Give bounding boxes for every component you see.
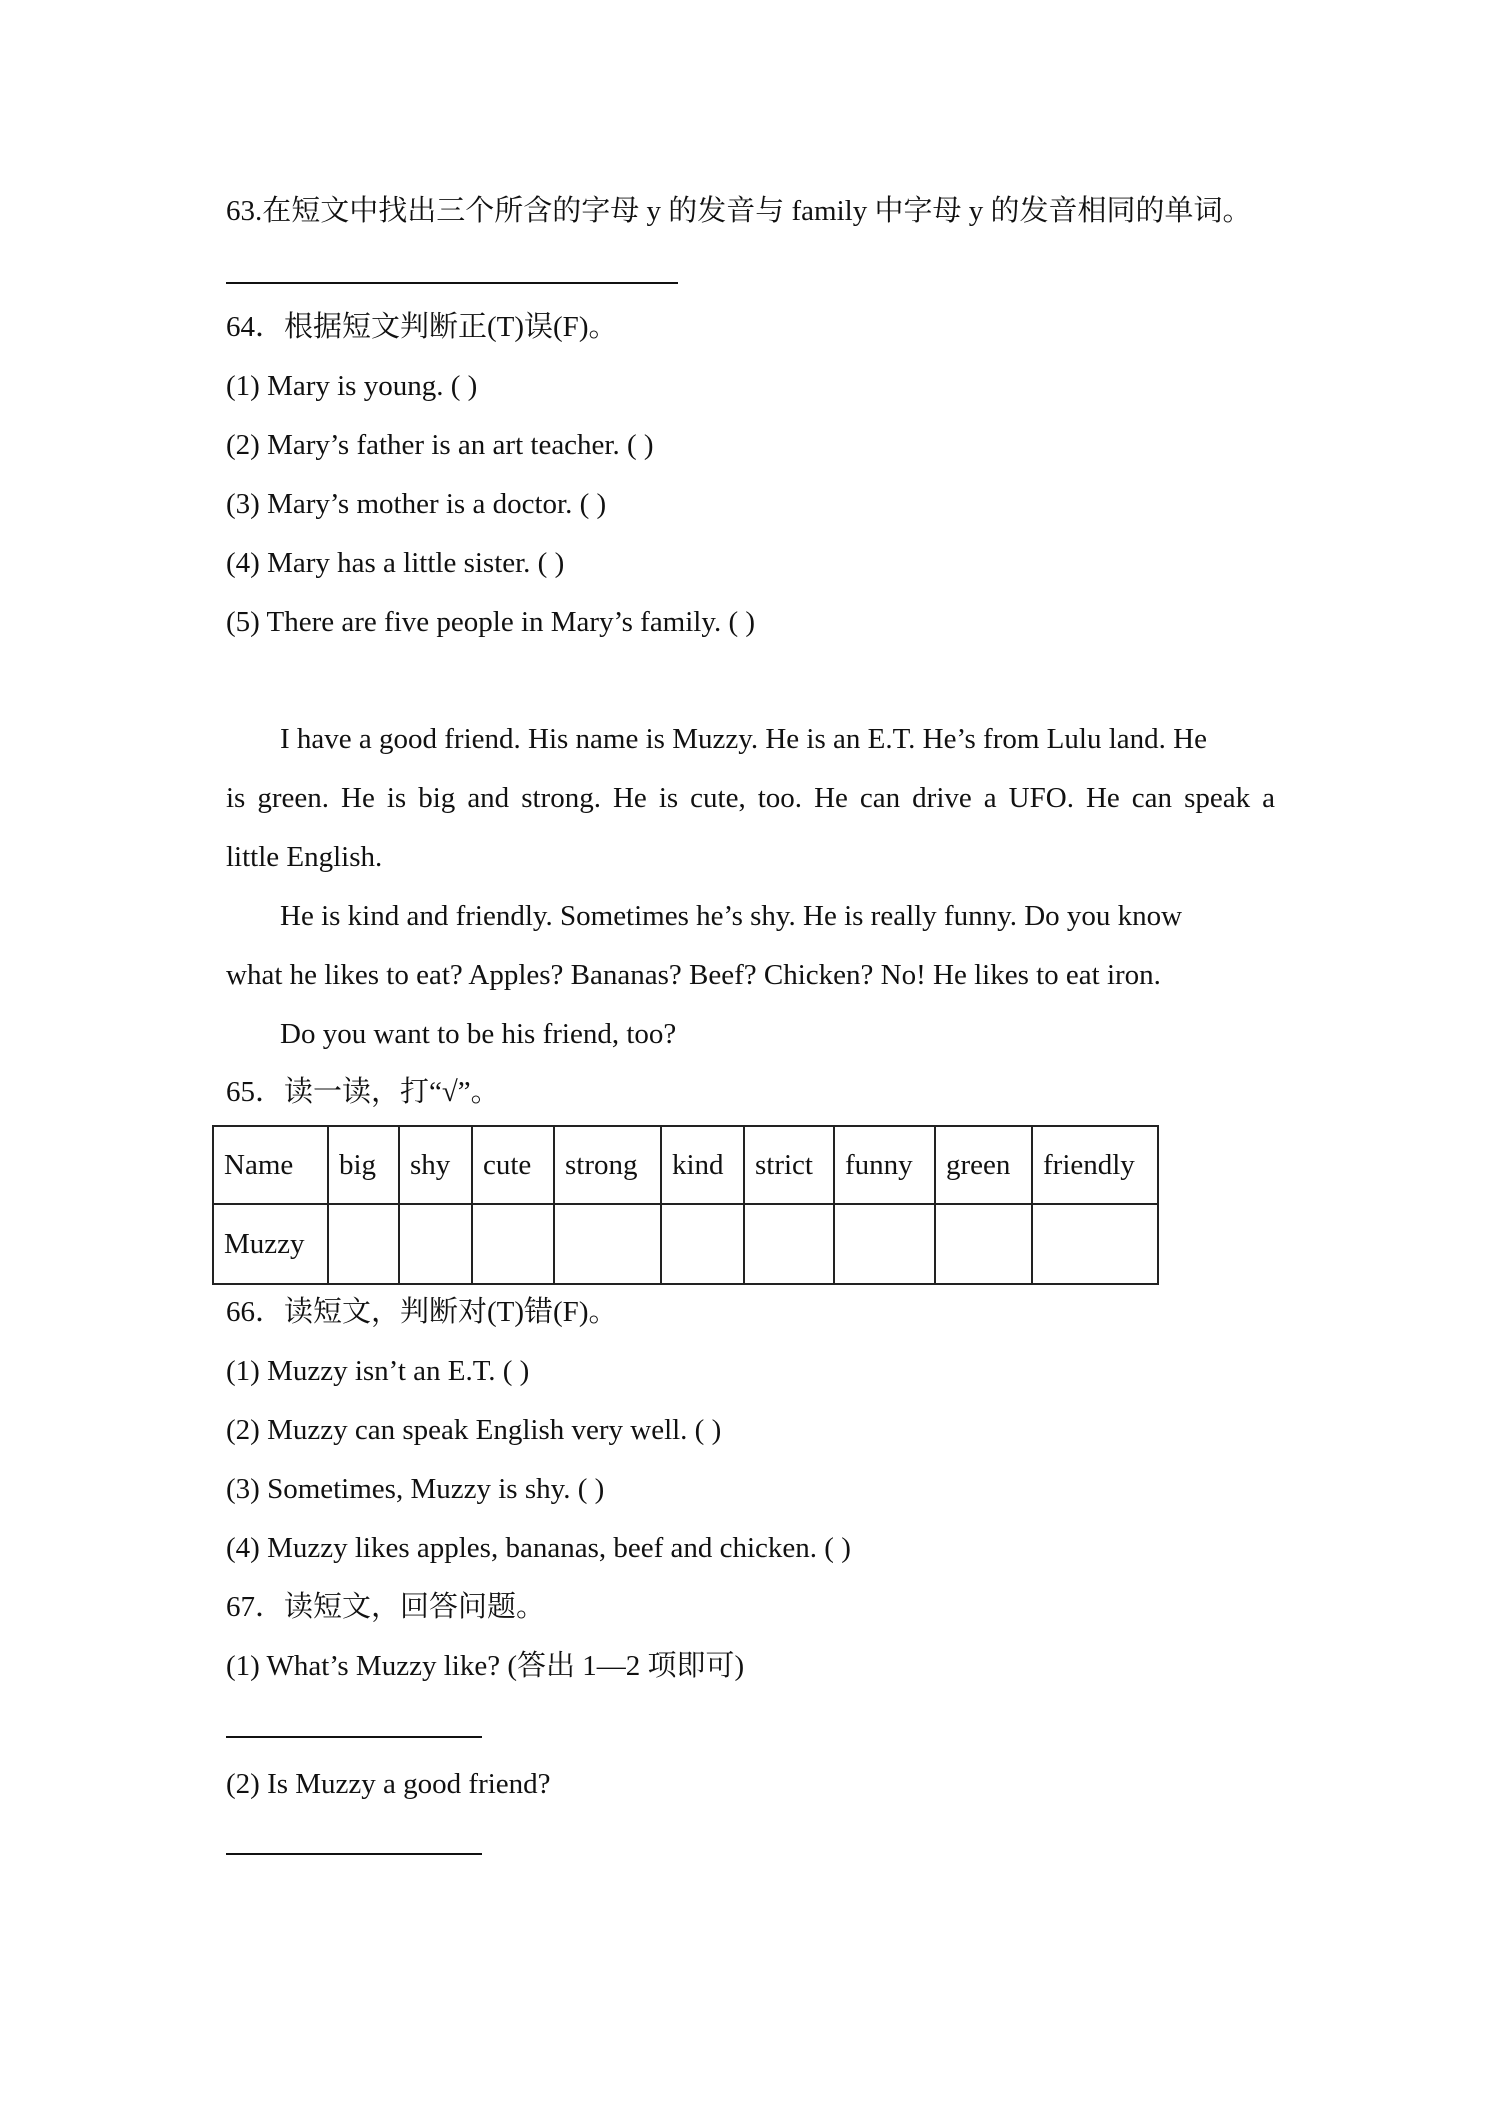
trait-header-kind: kind: [661, 1126, 744, 1204]
trait-header-friendly: friendly: [1032, 1126, 1158, 1204]
q64-item-3[interactable]: (3) Mary’s mother is a doctor. ( ): [226, 488, 607, 520]
check-cell-kind[interactable]: [661, 1204, 744, 1284]
check-cell-cute[interactable]: [472, 1204, 554, 1284]
check-cell-friendly[interactable]: [1032, 1204, 1158, 1284]
q64-item-4[interactable]: (4) Mary has a little sister. ( ): [226, 547, 565, 579]
q63-prompt: 63.在短文中找出三个所含的字母 y 的发音与 family 中字母 y 的发音相同的单词。: [226, 195, 1252, 227]
check-cell-strict[interactable]: [744, 1204, 834, 1284]
q67-question-1: (1) What’s Muzzy like? (答出 1—2 项即可): [226, 1650, 745, 1682]
passage-p1-line1: I have a good friend. His name is Muzzy. He is an E.T. He’s from Lulu land. He: [280, 723, 1207, 755]
trait-header-big: big: [328, 1126, 399, 1204]
q66-item-2[interactable]: (2) Muzzy can speak English very well. ( ): [226, 1414, 722, 1446]
q66-prompt: 66．读短文，判断对(T)错(F)。: [226, 1296, 618, 1328]
trait-header-strong: strong: [554, 1126, 661, 1204]
passage-p1-line2: is green. He is big and strong. He is cute, too. He can drive a UFO. He can speak a: [226, 782, 1275, 814]
q65-prompt: 65．读一读，打“√”。: [226, 1076, 500, 1108]
trait-table-header-row: [213, 1126, 1158, 1204]
q64-item-1[interactable]: (1) Mary is young. ( ): [226, 370, 478, 402]
q63-answer-blank[interactable]: [226, 282, 678, 284]
q64-prompt: 64．根据短文判断正(T)误(F)。: [226, 311, 618, 343]
trait-header-name: Name: [213, 1126, 328, 1204]
passage-p3-line1: Do you want to be his friend, too?: [280, 1018, 677, 1050]
trait-header-shy: shy: [399, 1126, 472, 1204]
passage-p2-line2: what he likes to eat? Apples? Bananas? Beef? Chicken? No! He likes to eat iron.: [226, 959, 1161, 991]
trait-table-row-muzzy: [213, 1204, 1158, 1284]
check-cell-big[interactable]: [328, 1204, 399, 1284]
trait-header-green: green: [935, 1126, 1032, 1204]
trait-header-funny: funny: [834, 1126, 935, 1204]
passage-p2-line1: He is kind and friendly. Sometimes he’s shy. He is really funny. Do you know: [280, 900, 1183, 932]
q64-item-2[interactable]: (2) Mary’s father is an art teacher. ( ): [226, 429, 654, 461]
q64-item-5[interactable]: (5) There are five people in Mary’s family. ( ): [226, 606, 756, 638]
check-cell-shy[interactable]: [399, 1204, 472, 1284]
check-cell-green[interactable]: [935, 1204, 1032, 1284]
q66-item-3[interactable]: (3) Sometimes, Muzzy is shy. ( ): [226, 1473, 605, 1505]
q67-answer-blank-2[interactable]: [226, 1853, 482, 1855]
passage-p1-line3: little English.: [226, 841, 383, 873]
q66-item-1[interactable]: (1) Muzzy isn’t an E.T. ( ): [226, 1355, 530, 1387]
trait-header-cute: cute: [472, 1126, 554, 1204]
trait-header-strict: strict: [744, 1126, 834, 1204]
q67-answer-blank-1[interactable]: [226, 1736, 482, 1738]
q65-trait-table: [212, 1125, 1159, 1285]
q66-item-4[interactable]: (4) Muzzy likes apples, bananas, beef and chicken. ( ): [226, 1532, 851, 1564]
trait-row-label: Muzzy: [213, 1204, 328, 1284]
q67-question-2: (2) Is Muzzy a good friend?: [226, 1768, 551, 1800]
check-cell-funny[interactable]: [834, 1204, 935, 1284]
check-cell-strong[interactable]: [554, 1204, 661, 1284]
q67-prompt: 67．读短文，回答问题。: [226, 1591, 546, 1623]
